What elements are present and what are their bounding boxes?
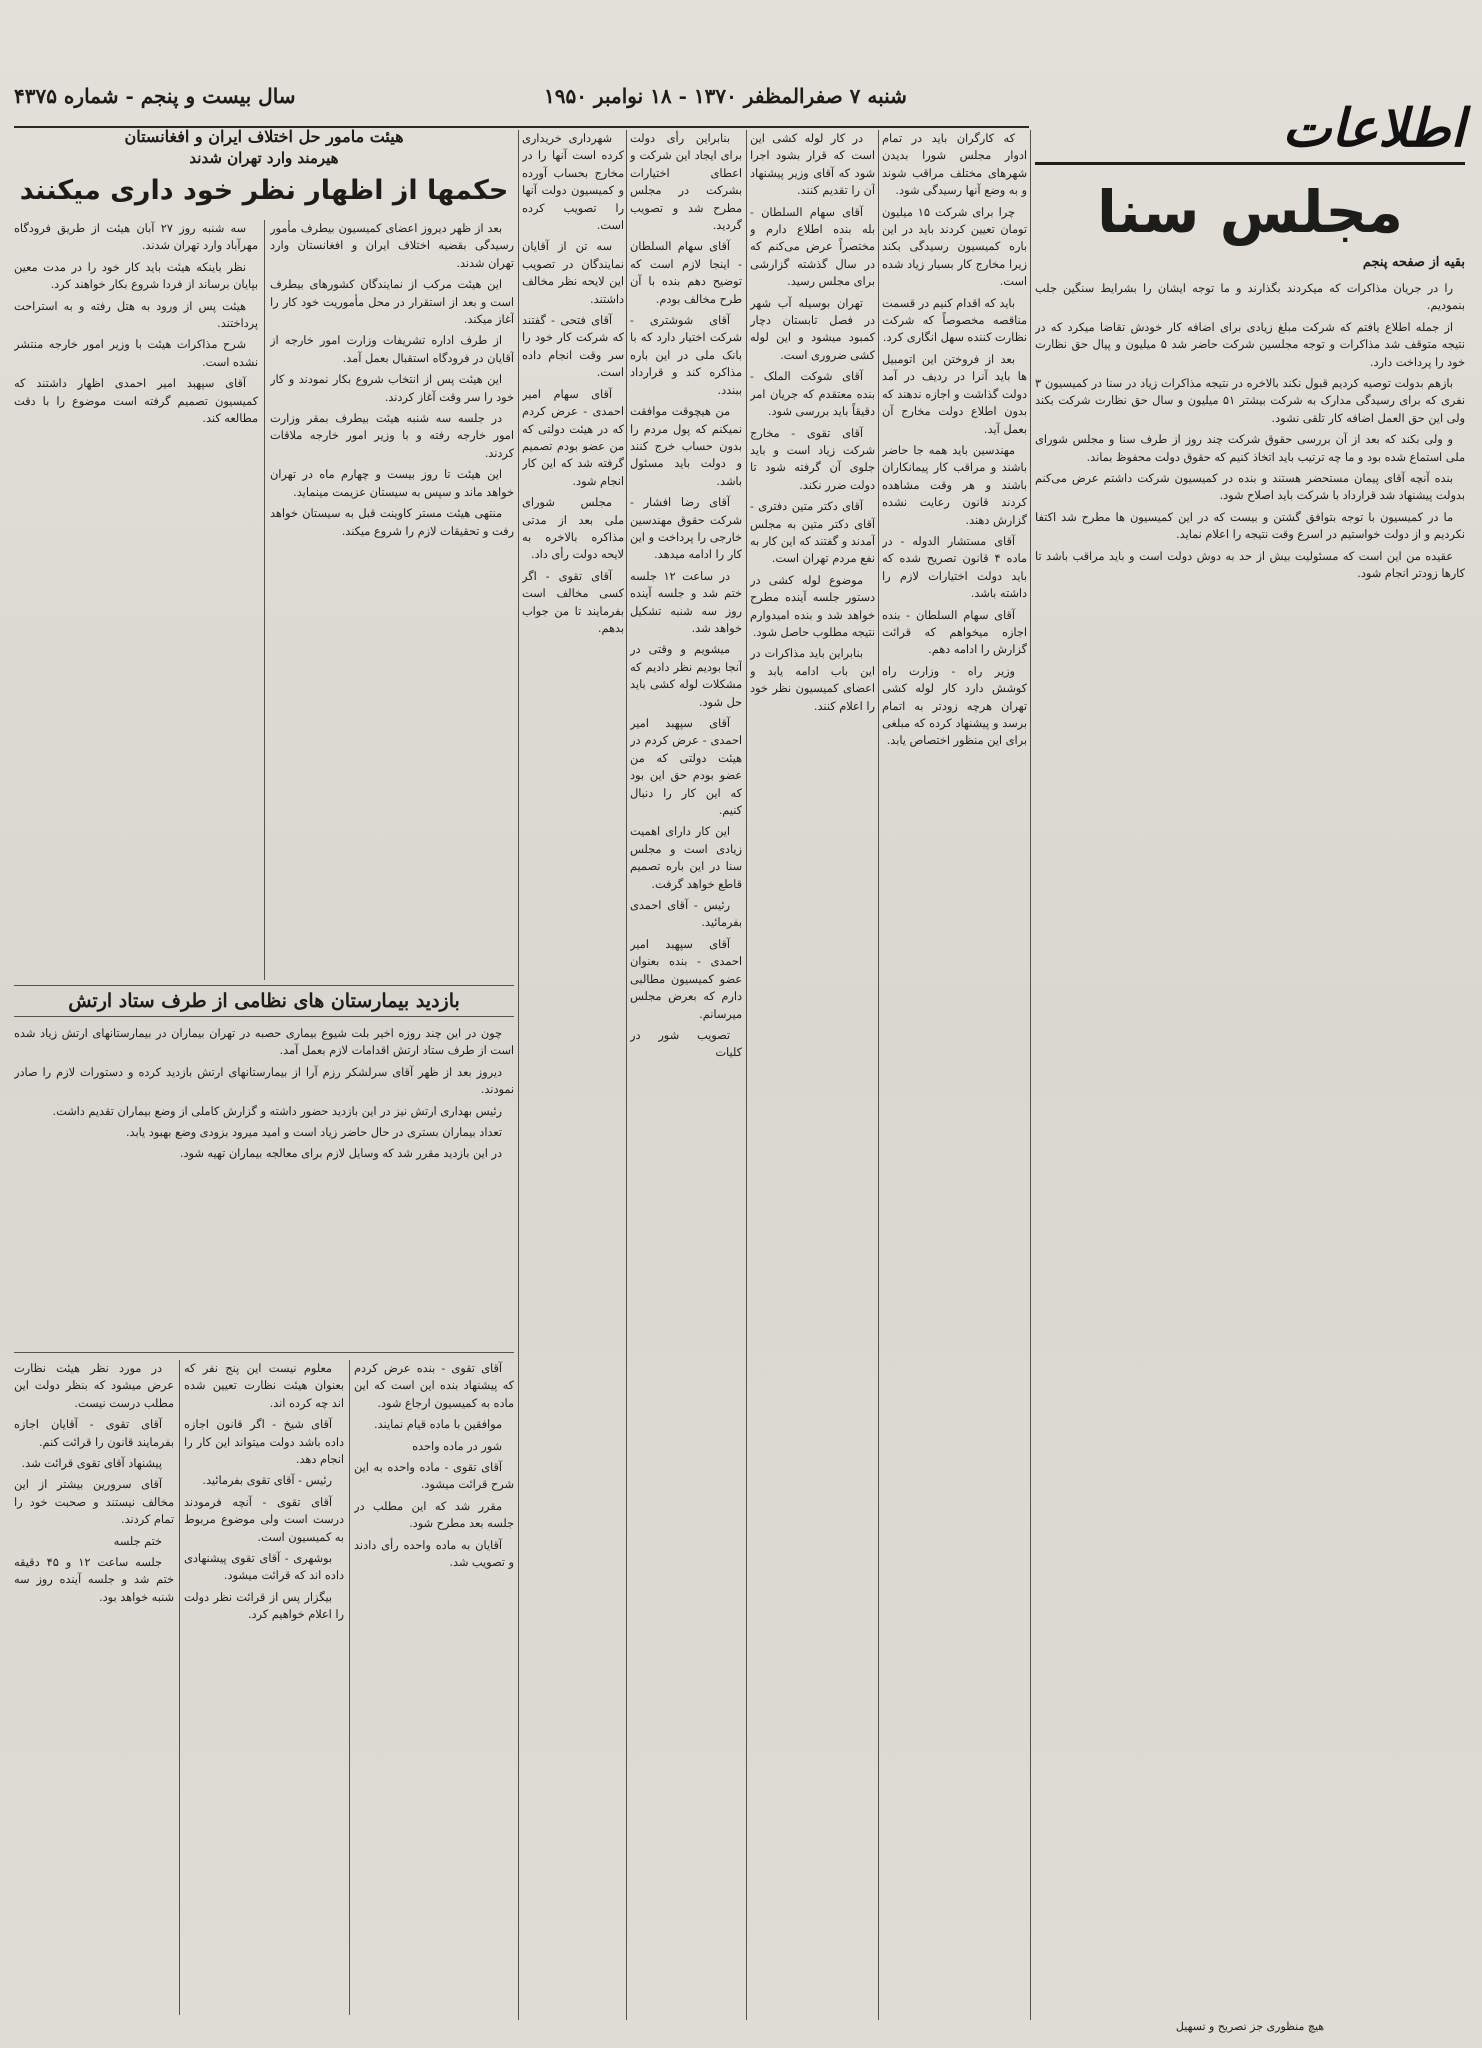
publication-date: شنبه ۷ صفرالمظفر ۱۳۷۰ - ۱۸ نوامبر ۱۹۵۰: [544, 84, 907, 108]
paragraph: میشویم و وقتی در آنجا بودیم نظر دادیم که مشکلات لوله کشی باید حل شود.: [630, 643, 742, 709]
paragraph: عقیده من این است که مسئولیت بیش از حد به دوش دولت است و باید مراقب باشد تا کارها زودتر انجام شود.: [1035, 549, 1465, 581]
paragraph: آقای سهام السلطان - بله بنده اطلاع دارم و مختصراً عرض می‌کنم که در سال گذشته گزارشی برای مجلس رسید.: [750, 205, 875, 289]
paragraph: این هیئت مرکب از نمایندگان کشورهای بیطرف است و بعد از استقرار در محل مأموریت خود کار را آغاز میکند.: [270, 278, 514, 327]
senate-column-3: [750, 130, 875, 2015]
army-hospital-headline: بازدید بیمارستان های نظامی از طرف ستاد ارتش: [14, 985, 514, 1017]
paragraph: بعد از ظهر دیروز اعضای کمیسیون بیطرف مأمور رسیدگی بقضیه اختلاف ایران و افغانستان وارد تهران شدند.: [270, 222, 514, 270]
paragraph: آقای سپهبد امیر احمدی - بنده بعنوان عضو کمیسیون مطالبی دارم که بعرض مجلس میرسانم.: [630, 937, 742, 1021]
paragraph: آقای تقوی - آقایان اجازه بفرمایند قانون را قرائت کنم.: [14, 1418, 174, 1449]
paragraph: شور در ماده واحده: [412, 1439, 502, 1453]
center-column-1: [630, 130, 742, 2015]
paragraph: آقای رضا افشار - شرکت حقوق مهندسین خارجی را پرداخت و این کار را ادامه میدهد.: [630, 496, 742, 562]
paragraph: از جمله اطلاع یافتم که شرکت مبلغ زیادی برای اضافه کار خودش تقاضا میکرد که در نتیجه متوقف شد مذاکرات و توجه مجلسین شرکت حاضر شد ۵ میلیون و پیال حق نظارت خود را پرداخت دارد.: [1035, 320, 1465, 369]
paragraph: آقایان به ماده واحده رأی دادند و تصویب شد.: [354, 1538, 514, 1570]
senate-subtitle: بقیه از صفحه پنجم: [1362, 255, 1465, 270]
column-rule: [179, 1360, 180, 2015]
paragraph: سه شنبه روز ۲۷ آبان هیئت از طریق فرودگاه مهرآباد وارد تهران شدند.: [14, 222, 258, 253]
paragraph: موافقین با ماده قیام نمایند.: [374, 1418, 502, 1432]
paragraph: نظر باینکه هیئت باید کار خود را در مدت معین بپایان برساند از فردا شروع بکار خواهند کرد.: [14, 260, 258, 292]
paragraph: آقای سرورین بیشتر از این مخالف نیستند و صحبت خود را تمام کردند.: [14, 1478, 174, 1527]
paragraph: ختم جلسه: [113, 1534, 162, 1548]
paragraph: آقای سهام امیر احمدی - عرض کردم که در هیئت دولتی که من عضو بودم تصمیم گرفته شد که این کار انجام شود.: [522, 387, 624, 488]
masthead-rule: [1035, 162, 1465, 165]
paragraph: بازهم بدولت توصیه کردیم قبول نکند بالاخره در نتیجه مذاکرات زیاد در سنا در کمیسیون ۳ نفری که برای رسیدگی مدارک به شرکت بیشتر ۵۱ میلیون و سال حق نظارت شرکت بکند ولی این حق العمل اضافه کار تلقی نشود.: [1035, 377, 1465, 425]
afghan-column-1: [270, 220, 514, 980]
afghan-headline-block: [14, 126, 514, 210]
paragraph: در مورد نظر هیئت نظارت عرض میشود که بنظر دولت این مطلب درست نیست.: [14, 1362, 174, 1410]
headline-main: حکمها از اظهار نظر خود داری میکنند: [19, 175, 509, 206]
paragraph: بوشهری - آقای تقوی پیشنهادی داده اند که قرائت میشود.: [184, 1552, 344, 1583]
paragraph: ما در کمیسیون با توجه بتوافق گشتن و بیست که در این کمیسیون ها مطرح شد اکتفا نکردیم و از دولت خواستیم در اسرع وقت نتیجه را اعلام نماید.: [1035, 510, 1465, 542]
paragraph: در این بازدید مقرر شد که وسایل لازم برای معالجه بیماران تهیه شود.: [179, 1147, 502, 1161]
column-rule: [878, 130, 879, 2020]
paragraph: این کار دارای اهمیت زیادی است و مجلس سنا در این باره تصمیم قاطع خواهد گرفت.: [630, 825, 742, 891]
column-rule: [746, 130, 747, 2020]
paragraph: که کارگران باید در تمام ادوار مجلس شورا بدیدن شهرهای مختلف مراقب شوند و به وضع آنها رسیدگی شود.: [882, 132, 1027, 198]
headline-line-2: هیرمند وارد تهران شدند: [189, 149, 339, 167]
paragraph: وزیر راه - وزارت راه کوشش دارد کار لوله کشی تهران هرچه زودتر به اتمام برسد و پیشنهاد کرده که مبلغی برای این منظور اختصاص یابد.: [882, 664, 1027, 748]
paragraph: رئیس بهداری ارتش نیز در این بازدید حضور داشته و گزارش کاملی از وضع بیماران تقدیم داشت.: [52, 1104, 502, 1118]
army-hospital-text: [14, 1025, 514, 1345]
footer-note: هیچ منظوری جز تصریح و تسهیل: [1175, 2020, 1325, 2033]
column-rule: [264, 220, 265, 980]
paragraph: آقای مستشار الدوله - در ماده ۴ قانون تصریح شده که باید دولت اختیارات لازم را داشته باشد.: [882, 534, 1027, 601]
paragraph: آقای سپهبد امیر احمدی - عرض کردم در هیئت دولتی که من عضو بودم حق این بود که این کار را دنبال کنیم.: [630, 717, 742, 818]
paragraph: معلوم نیست این پنج نفر که بعنوان هیئت نظارت تعیین شده اند چه کرده اند.: [184, 1362, 344, 1410]
bottom-column-3: [354, 1360, 514, 2015]
senate-column-2: [882, 130, 1027, 2015]
paragraph: پیشنهاد آقای تقوی قرائت شد.: [21, 1457, 162, 1471]
paragraph: چون در این چند روزه اخیر بلت شیوع بیماری حصبه در تهران بیماران در بیمارستانهای ارتش زیاد شده است از طرف ستاد ارتش اقدامات لازم بعمل آمد.: [14, 1027, 514, 1058]
paragraph: را در جریان مذاکرات که میکردند بگذارند و ما توجه ایشان را بشرایط سنگین جلب بنمودیم.: [1035, 282, 1465, 313]
paragraph: بیگزار پس از قرائت نظر دولت را اعلام خواهیم کرد.: [184, 1590, 344, 1622]
section-rule: [14, 1352, 514, 1353]
paragraph: آقای دکتر متین دفتری - آقای دکتر متین به مجلس آمدند و گفتند که این کار به نفع مردم تهران است.: [750, 500, 875, 566]
headline-line-1: هیئت مامور حل اختلاف ایران و افغانستان: [124, 127, 404, 146]
paragraph: از طرف اداره تشریفات وزارت امور خارجه از آقایان در فرودگاه استقبال بعمل آمد.: [270, 334, 514, 365]
paragraph: موضوع لوله کشی در دستور جلسه آینده مطرح خواهد شد و بنده امیدوارم نتیجه مطلوب حاصل شود.: [750, 573, 875, 639]
paragraph: شهرداری خریداری کرده است آنها را در مخارج بحساب آورده و کمیسیون دولت آنها را تصویب کرده است.: [522, 132, 624, 233]
paragraph: در ساعت ۱۲ جلسه ختم شد و جلسه آینده روز سه شنبه تشکیل خواهد شد.: [630, 569, 742, 635]
center-column-2: [522, 130, 624, 2015]
paragraph: آقای شوکت الملک - بنده معتقدم که جریان امر دقیقاً باید بررسی شود.: [750, 370, 875, 419]
paragraph: تهران بوسیله آب شهر در فصل تابستان دچار کمبود میشود و این لوله کشی ضروری است.: [750, 296, 875, 362]
paragraph: آقای تقوی - ماده واحده به این شرح قرائت میشود.: [354, 1461, 514, 1492]
paragraph: دیروز بعد از ظهر آقای سرلشکر رزم آرا از بیمارستانهای ارتش بازدید کرده و دستورات لازم را صادر نمودند.: [14, 1065, 514, 1097]
paragraph: رئیس - آقای احمدی بفرمائید.: [630, 899, 742, 930]
paragraph: این هیئت پس از انتخاب شروع بکار نمودند و کار خود را سر وقت آغاز کردند.: [270, 373, 514, 404]
paragraph: جلسه ساعت ۱۲ و ۴۵ دقیقه ختم شد و جلسه آینده روز سه شنبه خواهد بود.: [14, 1556, 174, 1604]
paragraph: آقای تقوی - بنده عرض کردم که پیشنهاد بنده این است که این ماده به کمیسیون ارجاع شود.: [354, 1362, 514, 1410]
paragraph: سه تن از آقایان نمایندگان در تصویب این لایحه نظر مخالف داشتند.: [522, 240, 624, 306]
paragraph: تصویب شور در کلیات: [630, 1028, 742, 1060]
page-header: [14, 62, 1029, 128]
paragraph: آقای شوشتری - شرکت اختیار دارد که با بانک ملی در این باره مذاکره کند و قرارداد ببندد.: [630, 314, 742, 397]
column-rule: [349, 1360, 350, 2015]
paragraph: و ولی بکند که بعد از آن بررسی حقوق شرکت چند روز از طرف سنا و مجلس شورای ملی استماع شده بود و ما چه ترتیب باید اتخاذ کنیم که حقوق دولت محفوظ بماند.: [1035, 433, 1465, 464]
paragraph: بعد از فروختن این اتومبیل ها باید آنرا در ردیف در آمد دولت گذاشت و اجازه ندهند که بدون اطلاع دولت مخارج آن بعمل آید.: [882, 352, 1027, 436]
afghan-column-2: [14, 220, 258, 980]
paragraph: چرا برای شرکت ۱۵ میلیون تومان تعیین کردند باید در این باره کمیسیون رسیدگی بکند زیرا مخارج کار بسیار زیاد شده است.: [882, 205, 1027, 289]
paragraph: آقای تقوی - مخارج شرکت زیاد است و باید جلوی آن گرفته شود تا دولت ضرر نکند.: [750, 426, 875, 492]
column-rule: [626, 130, 627, 2020]
paragraph: آقای سپهبد امیر احمدی اظهار داشتند که کمیسیون تصمیم گرفته است موضوع را با دقت مطالعه کند.: [14, 377, 258, 426]
paragraph: مهندسین باید همه جا حاضر باشند و مراقب کار پیمانکاران باشند و هر وقت مشاهده کردند قانون رعایت نشده گزارش دهند.: [882, 443, 1027, 527]
paragraph: منتهی هیئت مستر کاوینت قبل به سیستان خواهد رفت و تحقیقات لازم را شروع میکند.: [270, 507, 514, 538]
paragraph: شرح مذاکرات هیئت با وزیر امور خارجه منتشر نشده است.: [14, 338, 258, 369]
paragraph: من هیچوقت موافقت نمیکنم که پول مردم را بدون حساب خرج کنند و دولت باید مسئول باشد.: [630, 405, 742, 488]
paragraph: در جلسه سه شنبه هیئت بیطرف بمقر وزارت امور خارجه رفته و با وزیر امور خارجه ملاقات کردند.: [270, 412, 514, 460]
bottom-column-2: [184, 1360, 344, 2015]
senate-column-1: [1035, 280, 1465, 2015]
column-rule: [518, 130, 519, 2020]
paragraph: آقای تقوی - اگر کسی مخالف است بفرمایند تا من جواب بدهم.: [522, 569, 624, 635]
paragraph: هیئت پس از ورود به هتل رفته و به استراحت پرداختند.: [14, 299, 258, 331]
paragraph: آقای سهام السلطان - بنده اجازه میخواهم که قرائت گزارش را ادامه دهم.: [882, 608, 1027, 657]
paragraph: این هیئت تا روز بیست و چهارم ماه در تهران خواهد ماند و سپس به سیستان عزیمت مینماید.: [270, 468, 514, 499]
paragraph: تعداد بیماران بستری در حال حاضر زیاد است و امید میرود بزودی وضع بهبود یابد.: [125, 1126, 502, 1140]
paragraph: آقای سهام السلطان - اینجا لازم است که توضیح دهم بنده با آن طرح مخالف بودم.: [630, 240, 742, 306]
paragraph: آقای فتحی - گفتند که شرکت کار خود را سر وقت انجام داده است.: [522, 314, 624, 380]
paragraph: رئیس - آقای تقوی بفرمائید.: [202, 1474, 332, 1488]
paragraph: در کار لوله کشی این است که قرار بشود اجرا شود که آقای وزیر پیشنهاد آن را تقدیم کنند.: [750, 132, 875, 198]
paragraph: مقرر شد که این مطلب در جلسه بعد مطرح شود.: [354, 1499, 514, 1531]
paragraph: مجلس شورای ملی بعد از مدتی مذاکره بالاخره به لایحه دولت رأی داد.: [522, 496, 624, 562]
paragraph: بنده آنچه آقای پیمان مستحضر هستند و بنده در کمیسیون شرکت داشتم عرض می‌کنم بدولت پیشنهاد شد قرارداد با شرکت باید اصلاح شود.: [1035, 472, 1465, 503]
paragraph: بنابراین باید مذاکرات در این باب ادامه یابد و اعضای کمیسیون نظر خود را اعلام کنند.: [750, 647, 875, 713]
masthead-logo: اطلاعات: [1282, 99, 1465, 159]
issue-number: سال بیست و پنجم - شماره ۴۳۷۵: [14, 84, 296, 108]
senate-headline: مجلس سنا: [1096, 178, 1404, 246]
bottom-column-1: [14, 1360, 174, 2015]
paragraph: آقای شیخ - اگر قانون اجازه داده باشد دولت میتواند این کار را انجام دهد.: [184, 1418, 344, 1467]
column-rule: [1030, 130, 1031, 2020]
paragraph: باید که اقدام کنیم در قسمت مناقصه مخصوصاً که شرکت نظارت کننده سهل انگاری کرد.: [882, 296, 1027, 345]
paragraph: آقای تقوی - آنچه فرمودند درست است ولی موضوع مربوط به کمیسیون است.: [184, 1495, 344, 1544]
paragraph: بنابراین رأی دولت برای ایجاد این شرکت و اعطای اختیارات بشرکت در مجلس مطرح شد و تصویب گردید.: [630, 132, 742, 233]
